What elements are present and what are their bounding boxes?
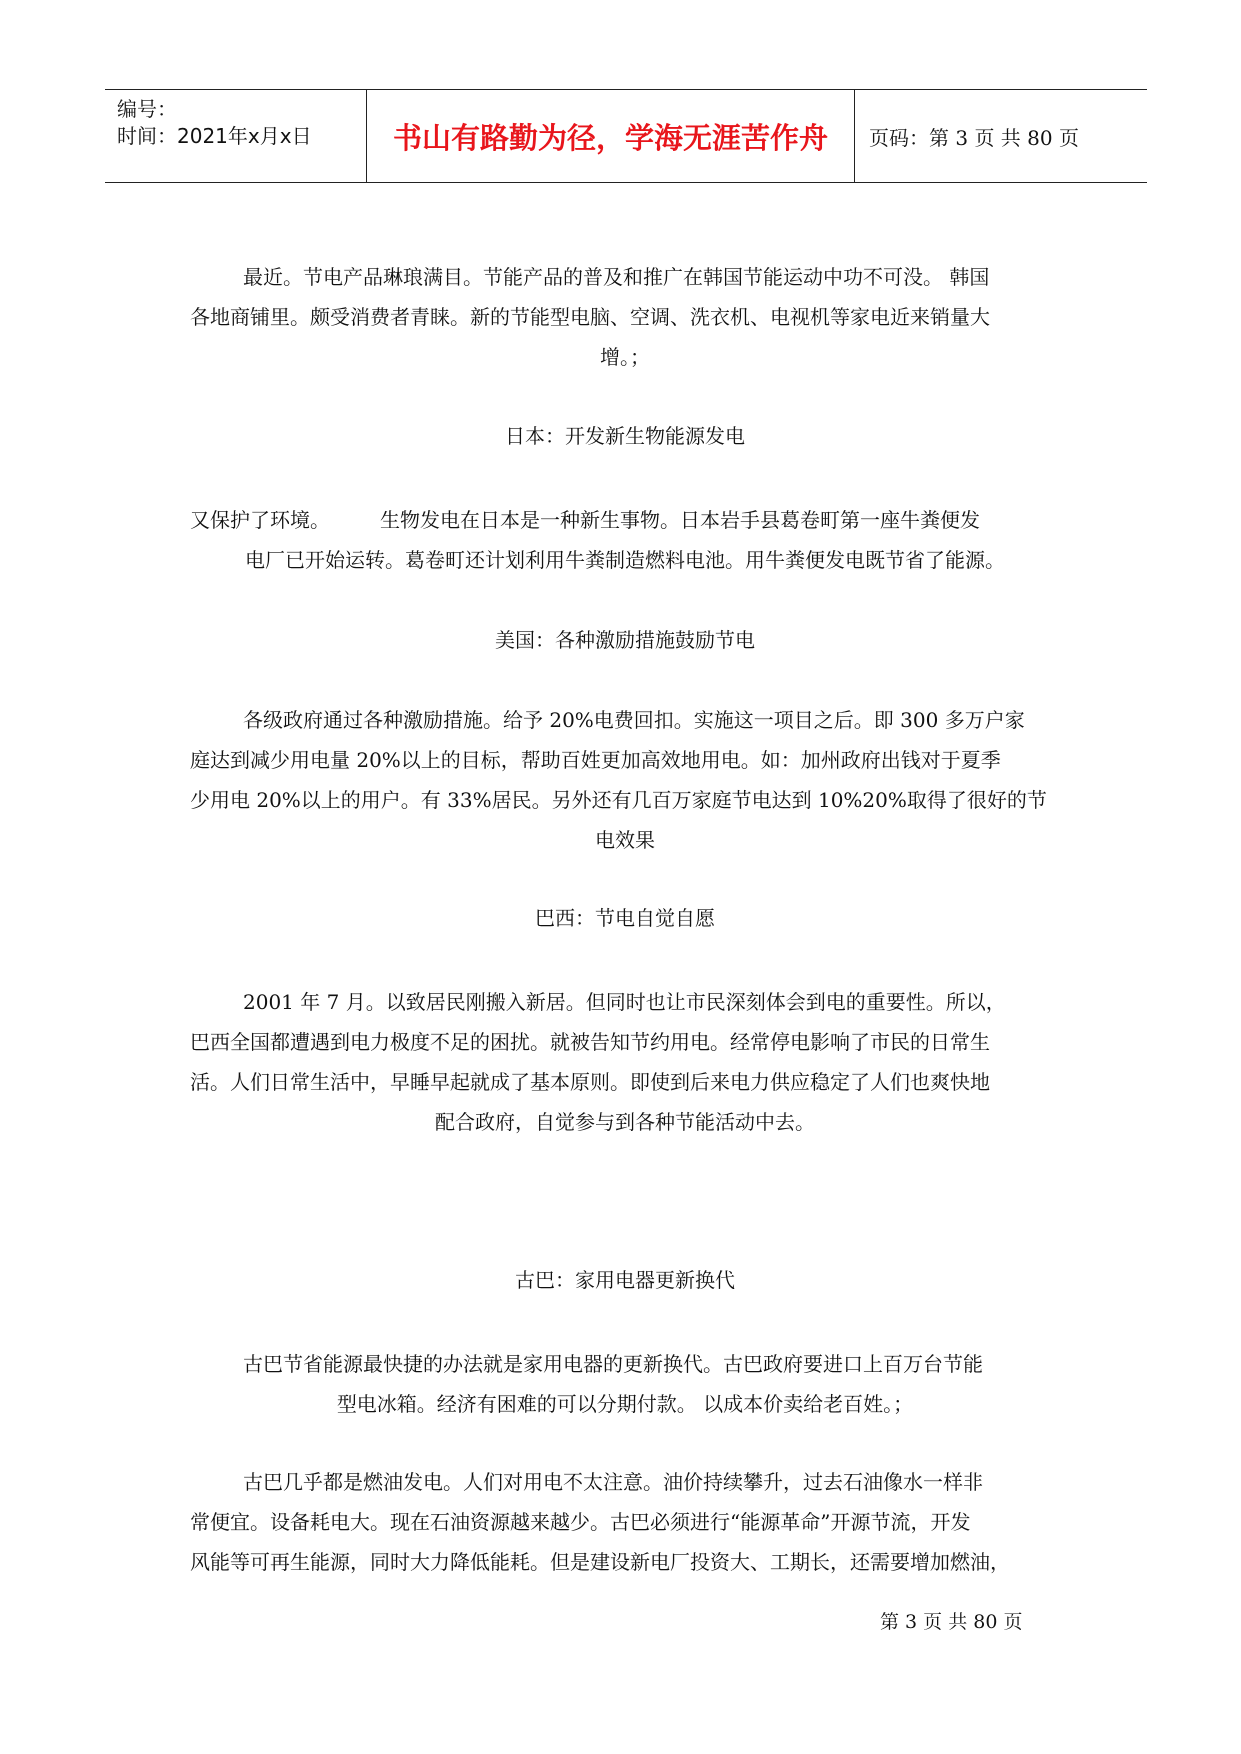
paragraph-japan	[190, 500, 1060, 580]
paragraph-line: 又保护了环境。 生物发电在日本是一种新生事物。日本岩手县葛卷町第一座牛粪便发	[190, 508, 980, 532]
page-info-text: 页码：第 3 页 共 80 页	[869, 125, 1079, 150]
paragraph-line: 最近。节电产品琳琅满目。节能产品的普及和推广在韩国节能运动中功不可没。 韩国	[243, 265, 990, 289]
paragraph-line: 增。；	[600, 345, 650, 369]
page-footer: 第 3 页 共 80 页	[880, 1611, 1023, 1633]
heading-brazil: 巴西：节电自觉自愿	[535, 906, 715, 930]
paragraph-cuba-1	[190, 1344, 1060, 1424]
paragraph-line: 各级政府通过各种激励措施。给予 20%电费回扣。实施这一项目之后。即 300 多万户家	[243, 708, 1025, 732]
paragraph-korea	[190, 257, 1060, 377]
paragraph-line: 电厂已开始运转。葛卷町还计划利用牛粪制造燃料电池。用牛粪便发电既节省了能源。	[245, 548, 1005, 572]
heading-japan: 日本：开发新生物能源发电	[505, 424, 745, 448]
paragraph-brazil	[190, 982, 1060, 1142]
paragraph-line: 型电冰箱。经济有困难的可以分期付款。 以成本价卖给老百姓。；	[336, 1392, 914, 1416]
paragraph-line: 风能等可再生能源，同时大力降低能耗。但是建设新电厂投资大、工期长，还需要增加燃油，	[190, 1550, 1010, 1574]
paragraph-line: 配合政府，自觉参与到各种节能活动中去。	[435, 1110, 815, 1134]
paragraph-line: 电效果	[595, 828, 655, 852]
motto-text: 书山有路勤为径，学海无涯苦作舟	[392, 120, 828, 155]
paragraph-line: 少用电 20%以上的用户。有 33%居民。另外还有几百万家庭节电达到 10%20%取得了很好的节	[190, 788, 1047, 812]
paragraph-cuba-2	[190, 1462, 1060, 1582]
paragraph-usa	[190, 700, 1060, 860]
paragraph-line: 古巴几乎都是燃油发电。人们对用电不太注意。油价持续攀升，过去石油像水一样非	[243, 1470, 983, 1494]
paragraph-line: 活。人们日常生活中，早睡早起就成了基本原则。即使到后来电力供应稳定了人们也爽快地	[190, 1070, 990, 1094]
paragraph-line: 巴西全国都遭遇到电力极度不足的困扰。就被告知节约用电。经常停电影响了市民的日常生	[190, 1030, 990, 1054]
paragraph-line: 庭达到减少用电量 20%以上的目标，帮助百姓更加高效地用电。如：加州政府出钱对于夏季	[190, 748, 1001, 772]
heading-cuba: 古巴：家用电器更新换代	[515, 1268, 735, 1292]
paragraph-line: 2001 年 7 月。以致居民刚搬入新居。但同时也让市民深刻体会到电的重要性。所以，	[243, 990, 1006, 1014]
page-header	[105, 89, 1147, 183]
paragraph-line: 古巴节省能源最快捷的办法就是家用电器的更新换代。古巴政府要进口上百万台节能	[243, 1352, 983, 1376]
header-page-info	[855, 90, 1147, 182]
paragraph-line: 常便宜。设备耗电大。现在石油资源越来越少。古巴必须进行“能源革命”开源节流，开发	[190, 1510, 971, 1534]
header-motto	[367, 90, 855, 182]
heading-usa: 美国：各种激励措施鼓励节电	[495, 628, 755, 652]
header-number: 编号：	[117, 97, 177, 121]
header-meta	[105, 90, 367, 182]
header-time: 时间：2021年x月x日	[117, 124, 312, 148]
paragraph-line: 各地商铺里。颇受消费者青睐。新的节能型电脑、空调、洗衣机、电视机等家电近来销量大	[190, 305, 990, 329]
